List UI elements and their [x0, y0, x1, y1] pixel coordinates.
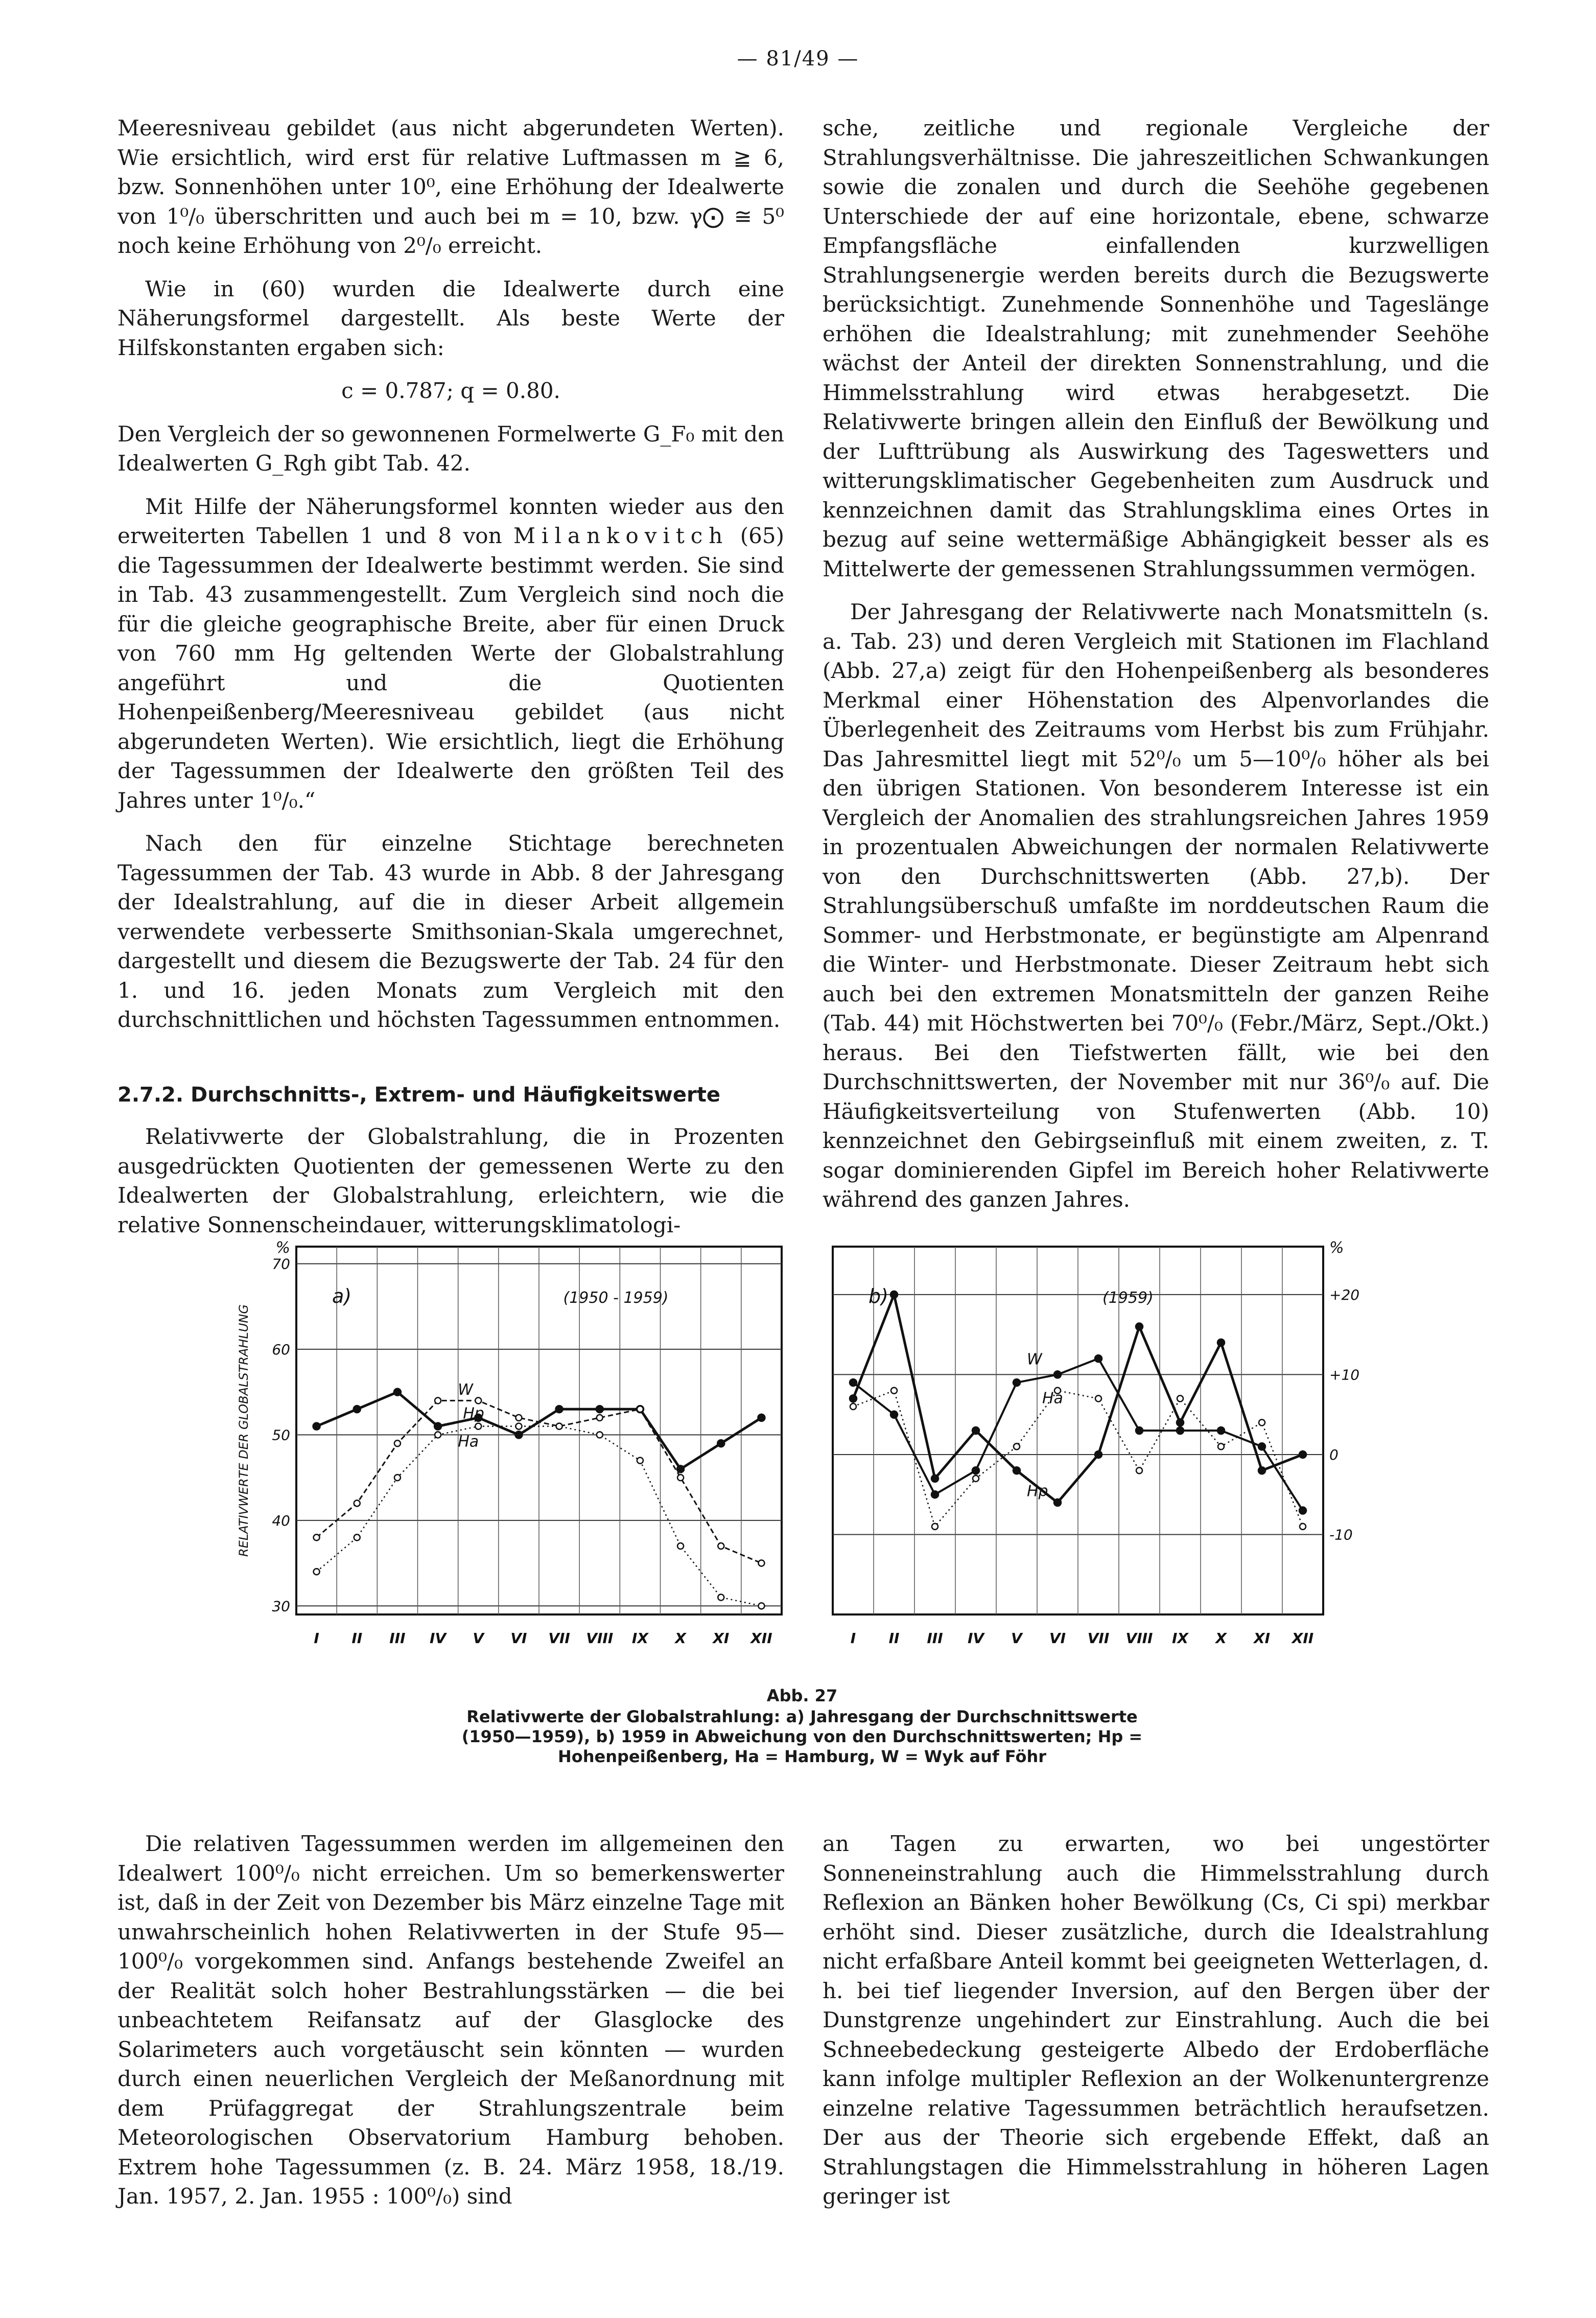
data-point-w: [515, 1431, 522, 1438]
paragraph: Der Jahresgang der Relativwerte nach Monatsmitteln (s. a. Tab. 23) und deren Vergleich mit Stationen im Flachland (Abb. 27,a) zeigt für den Hohenpeißenberg als besonderes Merkmal einer Höhenstation des Alpenvorlandes die Überlegenheit des Zeitraums vom Herbst bis zum Frühjahr. Das Jahresmittel liegt mit 52⁰/₀ um 5—10⁰/₀ höher als bei den übrigen Stationen. Von besonderem Interesse ist ein Vergleich der Anomalien des strahlungsreichen Jahres 1959 in prozentualen Abweichungen der normalen Relativwerte von den Durchschnittswerten (Abb. 27,b). Der Strahlungsüberschuß umfaßte im norddeutschen Raum die Sommer- und Herbstmonate, er begünstigte am Alpenrand die Winter- und Herbstmonate. Dieser Zeitraum hebt sich auch bei den extremen Monatsmitteln der ganzen Reihe (Tab. 44) mit Höchstwerten bei 70⁰/₀ (Febr./März, Sept./Okt.) heraus. Bei den Tiefstwerten fällt, wie bei den Durchschnittswerten, der November mit nur 36⁰/₀ auf. Die Häufigkeitsverteilung von Stufenwerten (Abb. 10) kennzeichnet den Gebirgseinfluß mit einem zweiten, z. T. sogar dominierenden Gipfel im Bereich hoher Relativwerte während des ganzen Jahres.: [823, 599, 1489, 1212]
data-point-w: [890, 1411, 898, 1418]
data-point-w: [1136, 1427, 1143, 1434]
data-point-w: [313, 1423, 320, 1430]
x-tick-label: VI: [1049, 1630, 1066, 1647]
data-point-w: [1258, 1443, 1265, 1450]
x-tick-label: IV: [430, 1630, 447, 1647]
series-label-w: W: [458, 1380, 473, 1399]
data-point-ha: [850, 1403, 856, 1410]
data-point-hp: [972, 1427, 979, 1434]
data-point-w: [1013, 1379, 1020, 1386]
x-tick-label: X: [1215, 1630, 1227, 1647]
caption-title: Abb. 27: [766, 1686, 838, 1705]
data-point-hp: [1258, 1467, 1265, 1474]
data-point-ha: [475, 1423, 481, 1430]
data-point-hp: [394, 1440, 401, 1446]
section-heading: 2.7.2. Durchschnitts-, Extrem- und Häufigkeitswerte: [118, 1083, 720, 1107]
paragraph: sche, zeitliche und regionale Vergleiche der Strahlungsverhältnisse. Die jahreszeitlichen Schwankungen sowie die zonalen und durch die Seehöhe gegebenen Unterschiede der auf eine horizontale, ebene, schwarze Empfangsfläche einfallenden kurzwelligen Strahlungsenergie werden bereits durch die Bezugswerte berücksichtigt. Zunehmende Sonnenhöhe und Tageslänge erhöhen die Idealstrahlung; mit zunehmender Seehöhe wächst der Anteil der direkten Sonnenstrahlung, und die Himmelsstrahlung wird etwas herabgesetzt. Die Relativwerte bringen allein den Einfluß der Bewölkung und der Lufttrübung als Auswirkung des Tageswetters und witterungsklimatischer Gegebenheiten zum Ausdruck und kennzeichnen damit das Strahlungsklima eines Ortes in bezug auf seine wettermäßige Abhängigkeit besser als es Mittelwerte der gemessenen Strahlungssummen vermögen.: [823, 115, 1489, 581]
paragraph: Relativwerte der Globalstrahlung, die in Prozenten ausgedrückten Quotienten der gemessenen Werte zu den Idealwerten der Globalstrahlung, erleichtern, wie die relative Sonnenscheindauer, witterungsklimatologi-: [118, 1124, 784, 1237]
data-point-ha: [891, 1388, 897, 1394]
x-tick-label: XI: [1253, 1630, 1271, 1647]
data-point-hp: [1299, 1451, 1306, 1458]
y-tick-label: 30: [272, 1598, 290, 1615]
data-point-ha: [435, 1432, 441, 1438]
y-tick-label: 40: [272, 1512, 290, 1529]
x-tick-label: XII: [750, 1630, 772, 1647]
data-point-ha: [1300, 1524, 1306, 1530]
y-unit-label: %: [1329, 1239, 1344, 1257]
page-number: — 81/49 —: [737, 47, 859, 71]
x-tick-label: IX: [631, 1630, 648, 1647]
data-point-hp: [1217, 1339, 1225, 1346]
series-label-w: W: [1027, 1350, 1042, 1369]
paragraph: Wie in (60) wurden die Idealwerte durch eine Näherungsformel dargestellt. Als beste Werte der Hilfskonstanten ergaben sich:: [118, 276, 784, 360]
series-label-hp: Hp: [463, 1404, 484, 1423]
data-point-hp: [931, 1475, 938, 1482]
data-point-hp: [1177, 1419, 1184, 1426]
data-point-hp: [758, 1560, 764, 1566]
bottom-right-column: [823, 1829, 1489, 2225]
data-point-ha: [515, 1423, 522, 1430]
data-point-w: [1217, 1427, 1225, 1434]
y-tick-label: 70: [272, 1255, 290, 1273]
data-point-w: [394, 1389, 401, 1396]
figure-caption: [460, 1686, 1144, 1767]
chart-panel-b: [833, 1239, 1359, 1647]
bottom-left-column: [118, 1829, 784, 2225]
data-point-ha: [1136, 1467, 1142, 1473]
data-point-ha: [758, 1603, 764, 1609]
data-point-ha: [1259, 1419, 1265, 1425]
data-point-hp: [475, 1397, 481, 1403]
data-point-hp: [314, 1534, 320, 1540]
data-point-ha: [1014, 1443, 1020, 1449]
data-point-hp: [890, 1291, 898, 1298]
paragraph: Meeresniveau gebildet (aus nicht abgerundeten Werten). Wie ersichtlich, wird erst für relative Luftmassen m ≧ 6, bzw. Sonnenhöhen unter 10⁰, eine Erhöhung der Idealwerte von 1⁰/₀ überschritten und auch bei m = 10, bzw. γ⨀ ≅ 5⁰ noch keine Erhöhung von 2⁰/₀ erreicht.: [118, 115, 784, 258]
left-column: [118, 113, 784, 1253]
data-point-w: [758, 1414, 765, 1421]
data-point-ha: [597, 1432, 603, 1438]
x-tick-label: VIII: [586, 1630, 614, 1647]
series-label-ha: Ha: [1042, 1389, 1063, 1408]
figure-27: [237, 1236, 1364, 1676]
x-tick-label: I: [314, 1630, 319, 1647]
y-tick-label: +10: [1329, 1366, 1360, 1384]
author-name: Milankovitch: [513, 523, 729, 548]
chart-panel-a: [237, 1239, 782, 1647]
data-point-hp: [515, 1415, 522, 1421]
text-run: Mit Hilfe der Näherungsformel konnten wieder aus den erweiterten Tabellen 1 und 8 von: [118, 494, 784, 548]
x-tick-label: VIII: [1125, 1630, 1153, 1647]
data-point-hp: [435, 1397, 441, 1403]
data-point-hp: [1136, 1323, 1143, 1330]
text-run: (65) die Tagessummen der Idealwerte bestimmt werden. Sie sind in Tab. 43 zusammengestellt. Zum Vergleich sind noch die für die gleiche geographische Breite, aber für einen Druck von 760 mm Hg geltenden Werte der Globalstrahlung angeführt und die Quotienten Hohenpeißenberg/Meeresniveau gebildet (aus nicht abgerundeten Werten). Wie ersichtlich, liegt die Erhöhung der Tagessummen der Idealwerte den größten Teil des Jahres unter 1⁰/₀.“: [118, 523, 784, 813]
data-point-ha: [932, 1524, 938, 1530]
data-point-hp: [850, 1395, 857, 1402]
x-tick-label: VII: [548, 1630, 570, 1647]
data-point-ha: [314, 1568, 320, 1575]
x-tick-label: V: [473, 1630, 484, 1647]
data-point-w: [717, 1440, 724, 1447]
paragraph: [118, 492, 784, 815]
y-tick-label: +20: [1329, 1286, 1360, 1303]
x-tick-label: I: [850, 1630, 856, 1647]
data-point-ha: [1095, 1395, 1101, 1401]
data-point-ha: [354, 1534, 360, 1540]
data-point-w: [972, 1467, 979, 1474]
x-tick-label: III: [389, 1630, 406, 1647]
paragraph: an Tagen zu erwarten, wo bei ungestörter Sonneneinstrahlung auch die Himmelsstrahlung durch Reflexion an Bänken hoher Bewölkung (Cs, Ci spi) merkbar erhöht sind. Dieser zusätzliche, durch die Idealstrahlung nicht erfaßbare Anteil kommt bei geeigneten Wetterlagen, d. h. bei tief liegender Inversion, auf den Bergen über der Dunstgrenze ungehindert zur Einstrahlung. Auch die bei Schneebedeckung gesteigerte Albedo der Erdoberfläche kann infolge multipler Reflexion an der Wolkenuntergrenze einzelne relative Tagessummen beträchtlich heraufsetzen. Der aus der Theorie sich ergebende Effekt, daß an Strahlungstagen die Himmelsstrahlung in höheren Lagen geringer ist: [823, 1831, 1489, 2209]
data-point-w: [677, 1465, 684, 1472]
x-tick-label: IX: [1171, 1630, 1189, 1647]
equation: c = 0.787; q = 0.80.: [341, 378, 560, 403]
data-point-hp: [1054, 1499, 1061, 1506]
data-point-w: [556, 1406, 563, 1413]
data-point-ha: [637, 1458, 643, 1464]
paragraph: Die relativen Tagessummen werden im allgemeinen den Idealwert 100⁰/₀ nicht erreichen. Um so bemerkenswerter ist, daß in der Zeit von Dezember bis März einzelne Tage mit unwahrscheinlich hohen Relativwerten in der Stufe 95—100⁰/₀ vorgekommen sind. Anfangs bestehende Zweifel an der Realität solch hoher Bestrahlungsstärken — die bei unbeachtetem Reifansatz auf der Glasglocke des Solarimeters auch vorgetäuscht sein könnten — wurden durch einen neuerlichen Vergleich der Meßanordnung mit dem Prüfaggregat der Strahlungszentrale beim Meteorologischen Observatorium Hamburg behoben. Extrem hohe Tagessummen (z. B. 24. März 1958, 18./19. Jan. 1957, 2. Jan. 1955 : 100⁰/₀) sind: [118, 1831, 784, 2209]
data-point-w: [1177, 1427, 1184, 1434]
data-point-ha: [677, 1543, 684, 1549]
data-point-w: [596, 1406, 603, 1413]
y-tick-label: 50: [272, 1426, 290, 1444]
y-unit-label: %: [275, 1239, 290, 1257]
y-tick-label: -10: [1329, 1526, 1353, 1543]
data-point-ha: [1218, 1443, 1224, 1449]
x-tick-label: X: [675, 1630, 686, 1647]
data-point-w: [1299, 1507, 1306, 1514]
data-point-ha: [973, 1476, 979, 1482]
x-tick-label: VII: [1087, 1630, 1110, 1647]
x-tick-label: IV: [967, 1630, 984, 1647]
data-point-w: [1095, 1355, 1102, 1362]
data-point-hp: [597, 1415, 603, 1421]
x-tick-label: XII: [1292, 1630, 1314, 1647]
data-point-hp: [1013, 1467, 1020, 1474]
y-axis-title: RELATIVWERTE DER GLOBALSTRAHLUNG: [237, 1304, 251, 1557]
paragraph: Nach den für einzelne Stichtage berechneten Tagessummen der Tab. 43 wurde in Abb. 8 der Jahresgang der Idealstrahlung, auf die in dieser Arbeit allgemein verwendete verbesserte Smithsonian-Skala umgerechnet, dargestellt und diesem die Bezugswerte der Tab. 24 für den 1. und 16. jeden Monats zum Vergleich mit den durchschnittlichen und höchsten Tagessummen entnommen.: [118, 831, 784, 1032]
period-label: (1959): [1102, 1289, 1154, 1307]
data-point-w: [1054, 1371, 1061, 1378]
data-point-hp: [637, 1406, 643, 1412]
x-tick-label: XI: [713, 1630, 730, 1647]
data-point-ha: [394, 1474, 401, 1481]
data-point-w: [850, 1379, 857, 1386]
x-tick-label: V: [1011, 1630, 1022, 1647]
data-point-hp: [718, 1543, 724, 1549]
x-tick-label: VI: [510, 1630, 527, 1647]
data-point-ha: [1177, 1395, 1183, 1401]
x-tick-label: III: [927, 1630, 943, 1647]
series-label-hp: Hp: [1027, 1482, 1048, 1501]
data-point-hp: [354, 1500, 360, 1506]
paragraph: Den Vergleich der so gewonnenen Formelwerte G_F₀ mit den Idealwerten G_Rgh gibt Tab. 42.: [118, 421, 784, 476]
data-point-w: [931, 1491, 938, 1498]
data-point-hp: [677, 1474, 684, 1481]
x-tick-label: II: [351, 1630, 363, 1647]
data-point-ha: [556, 1423, 562, 1430]
y-tick-label: 0: [1329, 1446, 1339, 1463]
y-tick-label: 60: [272, 1341, 290, 1358]
data-point-w: [434, 1423, 441, 1430]
data-point-w: [354, 1406, 361, 1413]
data-point-ha: [718, 1595, 724, 1601]
series-label-ha: Ha: [458, 1433, 479, 1451]
panel-label: b): [869, 1285, 888, 1307]
data-point-hp: [1095, 1451, 1102, 1458]
caption-text: Relativwerte der Globalstrahlung: a) Jahresgang der Durchschnittswerte (1950—1959), b) 1959 in Abweichung von den Durchschnittswerten; Hp = Hohenpeißenberg, Ha = Hamburg, W = Wyk auf Föhr: [461, 1707, 1143, 1766]
x-tick-label: II: [888, 1630, 900, 1647]
right-column: [823, 113, 1489, 1228]
panel-label: a): [332, 1285, 352, 1307]
period-label: (1950 - 1959): [563, 1289, 669, 1307]
